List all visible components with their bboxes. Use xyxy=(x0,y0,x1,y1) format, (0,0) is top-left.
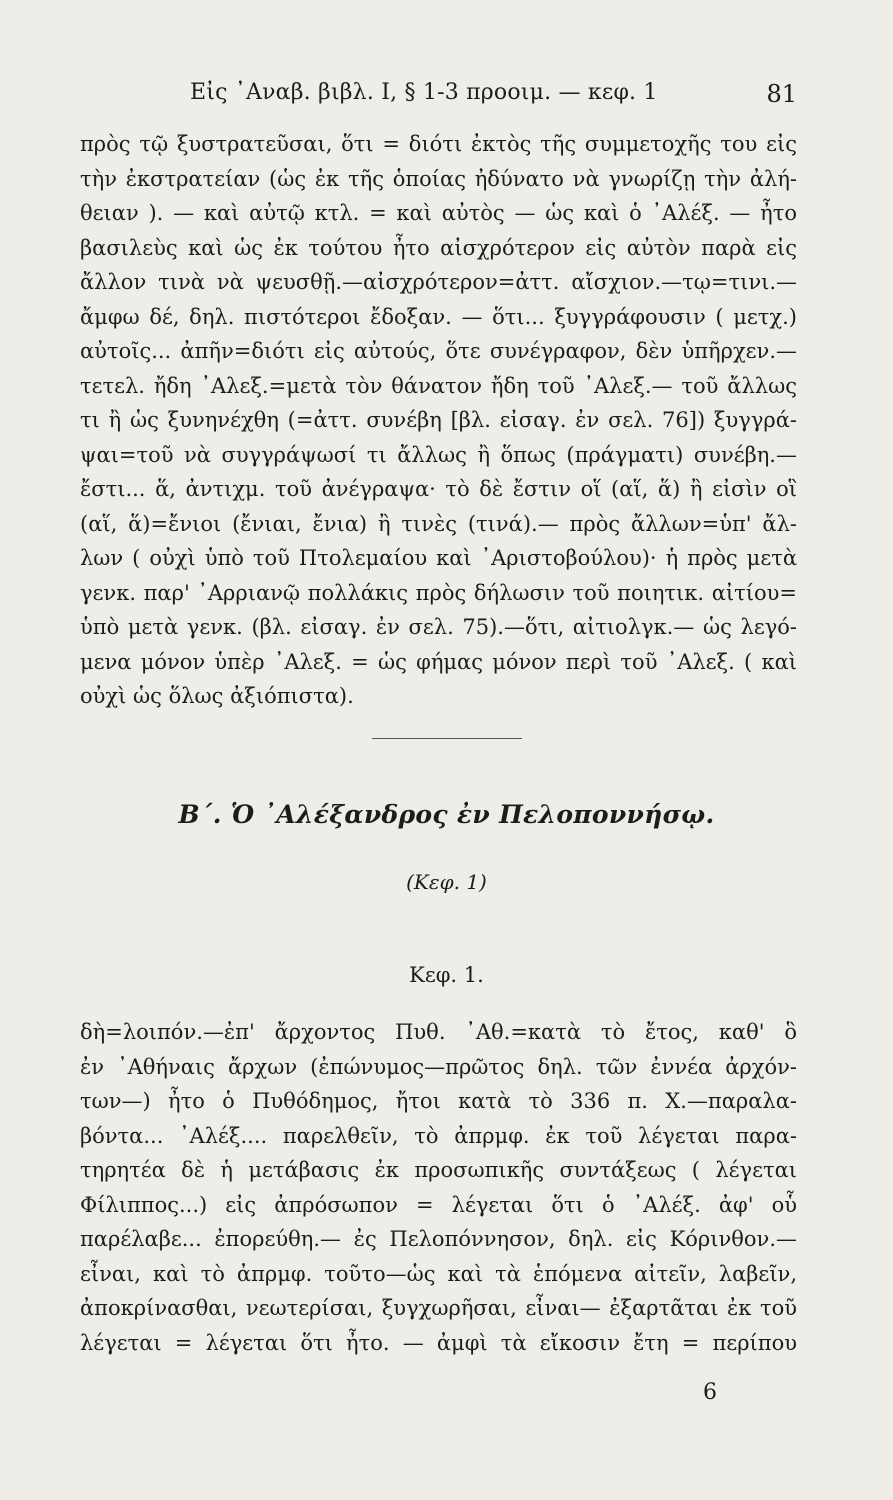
text-line: παρέλαβε... ἐπορεύθη.— ἐς Πελοπόννησον, δηλ. εἰς Κόρινθον.— xyxy=(80,1227,797,1251)
text-line: των—) ἦτο ὁ Πυθόδημος, ἤτοι κατὰ τὸ 336 π. Χ.—παραλα- xyxy=(80,1089,797,1113)
text-line: ἄλλον τινὰ νὰ ψευσθῇ.—αἰσχρότερον=ἀττ. αἴσχιον.—τῳ=τινι.— xyxy=(80,270,797,294)
text-line: βασιλεὺς καὶ ὡς ἐκ τούτου ἦτο αἰσχρότερον εἰς αὐτὸν παρὰ εἰς xyxy=(80,235,797,260)
text-line: πρὸς τῷ ξυστρατεῦσαι, ὅτι = διότι ἐκτὸς τῆς συμμετοχῆς του εἰς xyxy=(80,132,797,156)
text-line: ἐν ᾿Αθήναις ἄρχων (ἐπώνυμος—πρῶτος δηλ. τῶν ἐννέα ἀρχόν- xyxy=(80,1054,797,1079)
chapter-notes-paragraph xyxy=(80,1015,797,1360)
text-line: αὐτοῖς... ἀπῆν=διότι εἰς αὐτούς, ὅτε συνέγραφον, δὲν ὑπῆρχεν.— xyxy=(80,339,797,363)
text-line: τετελ. ἤδη ᾿Αλεξ.=μετὰ τὸν θάνατον ἤδη τοῦ ᾿Αλεξ.— τοῦ ἄλλως xyxy=(80,373,797,398)
text-line: θειαν ). — καὶ αὐτῷ κτλ. = καὶ αὐτὸς — ὡς καὶ ὁ ᾿Αλέξ. — ἦτο xyxy=(80,201,797,225)
section-heading: Β΄. Ὁ ᾿Αλέξανδρος ἐν Πελοποννήσῳ. xyxy=(178,800,715,829)
text-line: τηρητέα δὲ ἡ μετάβασις ἐκ προσωπικῆς συντάξεως ( λέγεται xyxy=(80,1158,797,1182)
running-title: Εἰς ᾿Αναβ. βιβλ. I, § 1-3 προοιμ. — κεφ. 1 xyxy=(190,80,658,105)
text-line: ἔστι... ἅ, ἀντιχμ. τοῦ ἀνέγραψα· τὸ δὲ ἔστιν οἵ (αἵ, ἅ) ἢ εἰσὶν οἳ xyxy=(80,477,797,501)
text-line: ἄμφω δέ, δηλ. πιστότεροι ἔδοξαν. — ὅτι... ξυγγράφουσιν ( μετχ.) xyxy=(80,304,797,329)
text-line: ὑπὸ μετὰ γενκ. (βλ. εἰσαγ. ἐν σελ. 75).—ὅτι, αἰτιολγκ.— ὡς λεγό- xyxy=(80,615,797,639)
text-line: οὐχὶ ὡς ὅλως ἀξιόπιστα). xyxy=(80,684,354,708)
text-line: ἀποκρίνασθαι, νεωτερίσαι, ξυγχωρῆσαι, εἶναι— ἐξαρτᾶται ἐκ τοῦ xyxy=(80,1296,797,1320)
text-line: τι ἢ ὡς ξυνηνέχθη (=ἀττ. συνέβη [βλ. εἰσαγ. ἐν σελ. 76]) ξυγγρά- xyxy=(80,408,797,432)
text-line: Φίλιππος...) εἰς ἀπρόσωπον = λέγεται ὅτι ὁ ᾿Αλέξ. ἀφ' οὗ xyxy=(80,1192,797,1217)
text-line: λων ( οὐχὶ ὑπὸ τοῦ Πτολεμαίου καὶ ᾿Αριστοβούλου)· ἡ πρὸς μετὰ xyxy=(80,546,797,570)
text-line: τὴν ἐκστρατείαν (ὡς ἐκ τῆς ὁποίας ἠδύνατο νὰ γνωρίζῃ τὴν ἀλή- xyxy=(80,166,797,191)
chapter-label: Κεφ. 1. xyxy=(409,963,484,987)
text-line: βόντα... ᾿Αλέξ.... παρελθεῖν, τὸ ἀπρμφ. ἐκ τοῦ λέγεται παρα- xyxy=(80,1123,797,1148)
running-head xyxy=(80,80,797,112)
text-line: λέγεται = λέγεται ὅτι ἦτο. — ἀμφὶ τὰ εἴκοσιν ἔτη = περίπου xyxy=(80,1330,797,1355)
text-line: (αἵ, ἅ)=ἔνιοι (ἔνιαι, ἔνια) ἢ τινὲς (τινά).— πρὸς ἄλλων=ὑπ' ἄλ- xyxy=(80,511,797,536)
text-line: μενα μόνον ὑπὲρ ᾿Αλεξ. = ὡς φήμας μόνον περὶ τοῦ ᾿Αλεξ. ( καὶ xyxy=(80,649,797,674)
section-divider xyxy=(372,738,522,739)
text-line: εἶναι, καὶ τὸ ἀπρμφ. τοῦτο—ὡς καὶ τὰ ἑπόμενα αἰτεῖν, λαβεῖν, xyxy=(80,1261,797,1286)
text-line: ψαι=τοῦ νὰ συγγράψωσί τι ἄλλως ἢ ὅπως (πράγματι) συνέβη.— xyxy=(80,442,797,467)
text-line: γενκ. παρ' ᾿Αρριανῷ πολλάκις πρὸς δήλωσιν τοῦ ποιητικ. αἰτίου= xyxy=(80,580,797,605)
page-number: 81 xyxy=(766,80,797,108)
signature-mark: 6 xyxy=(703,1380,717,1405)
text-line: δὴ=λοιπόν.—ἐπ' ἄρχοντος Πυθ. ᾿Αθ.=κατὰ τὸ ἔτος, καθ' ὃ xyxy=(80,1020,797,1044)
commentary-paragraph xyxy=(80,127,797,714)
section-subheading: (Κεφ. 1) xyxy=(406,870,487,894)
